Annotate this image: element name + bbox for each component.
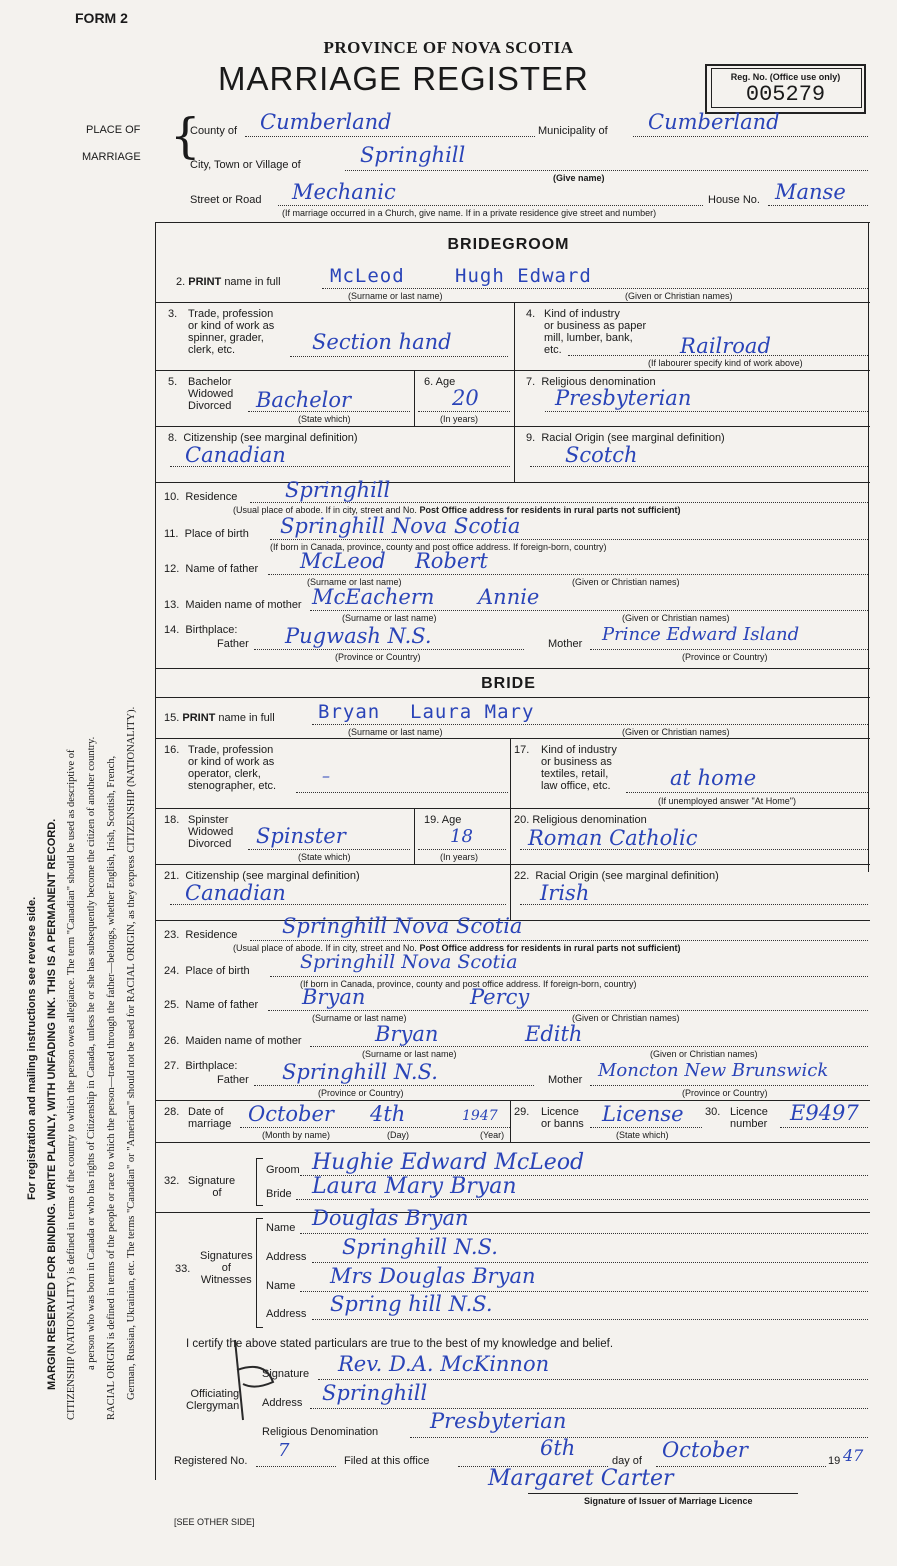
witness2-address: Spring hill N.S. — [330, 1292, 493, 1316]
groom-surname-caption: (Surname or last name) — [348, 291, 443, 301]
witness1-name-label: Name — [266, 1222, 296, 1234]
bride-status-number: 18. — [164, 814, 180, 826]
groom-status-label: Bachelor Widowed Divorced — [188, 376, 234, 412]
street-label: Street or Road — [190, 194, 262, 206]
marriage-month-value: October — [248, 1102, 334, 1126]
bride-trade-value: – — [322, 766, 330, 785]
groom-parents-birthplace-label: 14. Birthplace: — [164, 624, 238, 636]
groom-mother-birthplace-caption: (Province or Country) — [682, 652, 768, 662]
groom-status-number: 5. — [168, 376, 178, 388]
groom-citizenship-value: Canadian — [185, 443, 286, 467]
margin-line-racial-origin: RACIAL ORIGIN is defined in terms of the people or race to which the person—traced through the father—belongs, whether English, Irish, Scottish, French, — [106, 755, 117, 1420]
groom-industry-label: Kind of industry or business as paper mill, lumber, bank, etc. — [544, 308, 647, 356]
bride-given-caption: (Given or Christian names) — [622, 727, 730, 737]
groom-mother-birthplace-value: Prince Edward Island — [602, 624, 800, 645]
witness1-address-label: Address — [266, 1251, 307, 1263]
witness2-name: Mrs Douglas Bryan — [330, 1264, 536, 1288]
bride-section-title: BRIDE — [481, 675, 536, 692]
bride-mother-birthplace-label: Mother — [548, 1074, 583, 1086]
groom-mother-given-caption: (Given or Christian names) — [622, 613, 730, 623]
bride-father-birthplace-label: Father — [217, 1074, 249, 1086]
licence-number-value: E9497 — [790, 1101, 859, 1125]
reg-number-label: Reg. No. (Office use only) — [730, 72, 841, 82]
filed-day-value: 6th — [540, 1436, 576, 1460]
bride-name-label: 15. PRINT name in full — [164, 712, 275, 724]
bride-status-caption: (State which) — [298, 852, 351, 862]
bride-residence-label: 23. Residence — [164, 929, 238, 941]
signature-number: 32. — [164, 1175, 180, 1187]
marriage-date-label: Date of marriage — [188, 1106, 232, 1130]
margin-instructions — [22, 290, 142, 1460]
bride-religion-value: Roman Catholic — [528, 826, 698, 850]
marriage-day-value: 4th — [370, 1102, 406, 1126]
city-label: City, Town or Village of — [190, 159, 301, 171]
groom-industry-number: 4. — [526, 308, 536, 320]
bride-father-birthplace-caption: (Province or Country) — [318, 1088, 404, 1098]
bride-surname-caption: (Surname or last name) — [348, 727, 443, 737]
bride-industry-value: at home — [670, 766, 757, 790]
bride-citizenship-value: Canadian — [185, 881, 286, 905]
bride-residence-caption: (Usual place of abode. If in city, street and No. Post Office address for residents in rural parts not sufficient) — [233, 943, 681, 953]
groom-trade-value: Section hand — [312, 330, 452, 354]
bride-father-surname: Bryan — [302, 985, 366, 1009]
groom-birthplace-label: 11. Place of birth — [164, 528, 249, 540]
reg-number-box — [705, 64, 866, 114]
margin-line-binding: MARGIN RESERVED FOR BINDING. WRITE PLAINLY, WITH UNFADING INK. THIS IS A PERMANENT RECORD. — [46, 818, 58, 1390]
groom-mother-surname-caption: (Surname or last name) — [342, 613, 437, 623]
groom-trade-label: Trade, profession or kind of work as spinner, grader, clerk, etc. — [188, 308, 275, 356]
bride-mother-birthplace-caption: (Province or Country) — [682, 1088, 768, 1098]
house-value: Manse — [775, 180, 846, 204]
groom-industry-value: Railroad — [680, 334, 771, 358]
groom-age-label: 6. Age — [424, 376, 456, 388]
place-of-label: PLACE OF — [86, 124, 141, 136]
licence-number-field-label: Licence number — [730, 1106, 768, 1130]
bride-industry-number: 17. — [514, 744, 530, 756]
licence-or-banns-label: Licence or banns — [541, 1106, 584, 1130]
margin-line-instructions: For registration and mailing instructions see reverse side. — [26, 896, 38, 1200]
groom-father-surname: McLeod — [300, 549, 386, 573]
margin-line-citizenship-2: a person who was born in Canada or who has rights of Citizenship in Canada, unless he or she has subsequently become the citizen of another country. — [86, 736, 97, 1370]
marriage-month-caption: (Month by name) — [262, 1130, 331, 1140]
bride-birthplace-label: 24. Place of birth — [164, 965, 250, 977]
bride-mother-given: Edith — [525, 1022, 583, 1046]
bride-mother-birthplace-value: Moncton New Brunswick — [598, 1060, 829, 1081]
bride-father-given: Percy — [470, 985, 530, 1009]
bride-father-given-caption: (Given or Christian names) — [572, 1013, 680, 1023]
groom-residence-caption: (Usual place of abode. If in city, street and No. Post Office address for residents in rural parts not sufficient) — [233, 505, 681, 515]
bride-racial-origin-label: 22. Racial Origin (see marginal definition) — [514, 870, 719, 882]
groom-citizenship-label: 8. Citizenship (see marginal definition) — [168, 432, 358, 444]
county-value: Cumberland — [260, 110, 392, 134]
certify-statement: I certify the above stated particulars are true to the best of my knowledge and belief. — [186, 1338, 614, 1350]
bride-racial-origin-value: Irish — [540, 881, 590, 905]
street-note: (If marriage occurred in a Church, give name. If in a private residence give street and number) — [282, 208, 657, 218]
groom-age-caption: (In years) — [440, 414, 479, 424]
clergy-address-label: Address — [262, 1397, 303, 1409]
filed-label: Filed at this office — [344, 1455, 430, 1467]
street-value: Mechanic — [292, 180, 396, 204]
bridegroom-section-title: BRIDEGROOM — [447, 236, 570, 253]
bride-status-value: Spinster — [256, 824, 346, 848]
bride-birthplace-caption: (If born in Canada, province, county and post office address. If foreign-born, country) — [300, 979, 637, 989]
groom-mother-given: Annie — [478, 585, 540, 609]
registered-no-label: Registered No. — [174, 1455, 248, 1467]
province-title: PROVINCE OF NOVA SCOTIA — [323, 38, 574, 57]
groom-status-value: Bachelor — [256, 388, 352, 412]
witness1-address: Springhill N.S. — [342, 1235, 498, 1259]
see-other-side: [SEE OTHER SIDE] — [174, 1517, 255, 1527]
groom-father-label: 12. Name of father — [164, 563, 259, 575]
bride-citizenship-label: 21. Citizenship (see marginal definition) — [164, 870, 360, 882]
groom-given-caption: (Given or Christian names) — [625, 291, 733, 301]
groom-mother-surname: McEachern — [312, 585, 435, 609]
witness2-name-label: Name — [266, 1280, 296, 1292]
groom-racial-origin-label: 9. Racial Origin (see marginal definition) — [526, 432, 725, 444]
marriage-date-number: 28. — [164, 1106, 180, 1118]
clergy-religion-label: Religious Denomination — [262, 1426, 379, 1438]
bride-age-value: 18 — [450, 826, 473, 847]
bride-mother-label: 26. Maiden name of mother — [164, 1035, 302, 1047]
licence-or-banns-caption: (State which) — [616, 1130, 669, 1140]
licence-no-number: 30. — [705, 1106, 721, 1118]
give-name-caption: (Give name) — [553, 173, 605, 183]
groom-status-caption: (State which) — [298, 414, 351, 424]
form-number: FORM 2 — [75, 10, 128, 26]
groom-father-given: Robert — [415, 549, 488, 573]
bride-given-names: Laura Mary — [410, 701, 535, 723]
witness-number: 33. — [175, 1263, 191, 1275]
marriage-day-caption: (Day) — [387, 1130, 409, 1140]
reg-number: 005279 — [745, 82, 826, 107]
marriage-label: MARRIAGE — [82, 151, 141, 163]
bride-father-birthplace-value: Springhill N.S. — [282, 1060, 438, 1084]
groom-father-surname-caption: (Surname or last name) — [307, 577, 402, 587]
clergy-signature-label: Signature — [262, 1368, 310, 1380]
bride-mother-surname-caption: (Surname or last name) — [362, 1049, 457, 1059]
year-prefix: 19 — [828, 1455, 841, 1467]
marriage-year-caption: (Year) — [480, 1130, 505, 1140]
county-label: County of — [190, 125, 238, 137]
groom-mother-label: 13. Maiden name of mother — [164, 599, 302, 611]
bride-status-label: Spinster Widowed Divorced — [188, 814, 234, 850]
bride-age-label: 19. Age — [424, 814, 462, 826]
groom-industry-caption: (If labourer specify kind of work above) — [648, 358, 803, 368]
bride-surname: Bryan — [318, 701, 381, 723]
clergy-religion: Presbyterian — [430, 1409, 567, 1433]
licence-or-banns-value: License — [602, 1102, 684, 1126]
bride-mother-surname: Bryan — [375, 1022, 439, 1046]
bride-parents-birthplace-label: 27. Birthplace: — [164, 1060, 238, 1072]
groom-racial-origin-value: Scotch — [565, 443, 638, 467]
bride-signature-label: Bride — [266, 1188, 292, 1200]
filed-year-value: 47 — [843, 1446, 864, 1465]
issuer-caption: Signature of Issuer of Marriage Licence — [584, 1496, 753, 1506]
margin-line-racial-origin-2: German, Russian, Ukrainian, etc. The terms "Canadian" or "American" should not be used for RACIAL ORIGIN, as they express CITIZENSHIP (NATIONALITY). — [126, 706, 137, 1400]
groom-mother-birthplace-label: Mother — [548, 638, 583, 650]
page-title: MARRIAGE REGISTER — [218, 60, 589, 97]
groom-signature: Hughie Edward McLeod — [312, 1150, 585, 1175]
bride-father-surname-caption: (Surname or last name) — [312, 1013, 407, 1023]
groom-religion-value: Presbyterian — [555, 386, 692, 410]
groom-age-value: 20 — [452, 386, 479, 410]
groom-residence-label: 10. Residence — [164, 491, 238, 503]
groom-signature-label: Groom — [266, 1164, 300, 1176]
bride-birthplace-value: Springhill Nova Scotia — [300, 951, 518, 973]
witness1-name: Douglas Bryan — [312, 1206, 469, 1230]
groom-name-label: 2. PRINT name in full — [176, 276, 281, 288]
issuer-signature: Margaret Carter — [488, 1466, 674, 1491]
groom-residence-value: Springhill — [285, 478, 391, 502]
bride-industry-label: Kind of industry or business as textiles, retail, law office, etc. — [541, 744, 617, 792]
groom-birthplace-caption: (If born in Canada, province, county and post office address. If foreign-born, country) — [270, 542, 607, 552]
registered-no-value: 7 — [278, 1440, 290, 1461]
house-label: House No. — [708, 194, 760, 206]
groom-father-given-caption: (Given or Christian names) — [572, 577, 680, 587]
bride-age-caption: (In years) — [440, 852, 479, 862]
groom-father-birthplace-label: Father — [217, 638, 249, 650]
bride-religion-label: 20. Religious denomination — [514, 814, 647, 826]
officiating-clergyman-label: Officiating Clergyman — [186, 1388, 240, 1412]
bride-father-label: 25. Name of father — [164, 999, 259, 1011]
bride-mother-given-caption: (Given or Christian names) — [650, 1049, 758, 1059]
filed-month-value: October — [662, 1438, 748, 1462]
licence-number-label: 29. — [514, 1106, 530, 1118]
bride-signature: Laura Mary Bryan — [312, 1174, 517, 1199]
groom-religion-label: 7. Religious denomination — [526, 376, 656, 388]
marriage-year-value: 1947 — [462, 1108, 498, 1124]
municipality-value: Cumberland — [648, 110, 780, 134]
day-of-label: day of — [612, 1455, 642, 1467]
groom-father-birthplace-caption: (Province or Country) — [335, 652, 421, 662]
bride-trade-number: 16. — [164, 744, 180, 756]
bride-residence-value: Springhill Nova Scotia — [282, 914, 523, 938]
bride-industry-caption: (If unemployed answer "At Home") — [658, 796, 796, 806]
witnesses-label: Signatures of Witnesses — [200, 1250, 253, 1286]
bride-trade-label: Trade, profession or kind of work as operator, clerk, stenographer, etc. — [188, 744, 277, 792]
witness2-address-label: Address — [266, 1308, 307, 1320]
groom-trade-number: 3. — [168, 308, 178, 320]
clergy-signature: Rev. D.A. McKinnon — [338, 1352, 550, 1376]
margin-line-citizenship: CITIZENSHIP (NATIONALITY) is defined in terms of the country to which the person owes allegiance. The term "Canadian" should be used as descriptive of — [66, 749, 77, 1420]
city-value: Springhill — [360, 143, 466, 167]
groom-father-birthplace-value: Pugwash N.S. — [285, 624, 432, 648]
groom-given-names: Hugh Edward — [455, 265, 592, 287]
groom-birthplace-value: Springhill Nova Scotia — [280, 514, 521, 538]
clergy-address: Springhill — [322, 1381, 428, 1405]
signature-of-label: Signature of — [188, 1175, 236, 1199]
pen-stroke-mark — [225, 1320, 285, 1430]
groom-surname: McLeod — [330, 265, 405, 287]
municipality-label: Municipality of — [538, 125, 608, 137]
